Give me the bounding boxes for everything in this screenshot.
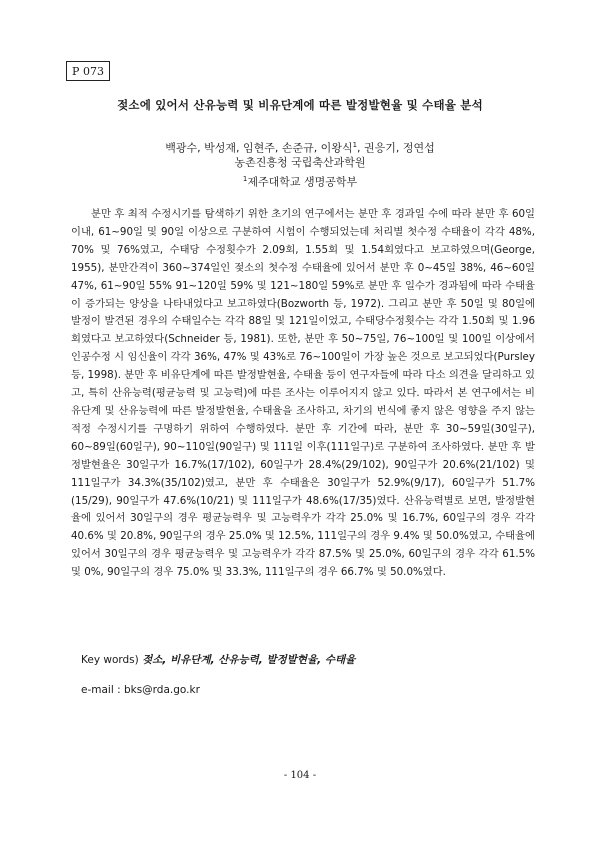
abstract-code: P 073 [66, 61, 110, 81]
email-line: e-mail : bks@rda.go.kr [81, 684, 200, 696]
keywords-terms: 젖소, 비유단계, 산유능력, 발정발현율, 수태율 [142, 654, 356, 666]
keywords [81, 652, 355, 667]
abstract-body [71, 206, 535, 582]
abstract-paragraph: 분만 후 최적 수정시기를 탐색하기 위한 초기의 연구에서는 분만 후 경과일 수에 따라 분만 후 60일 이내, 61~90일 및 90일 이상으로 구분하여 시험이 수행되었는데 처리별 첫수정 수태율이 각각 48%, 70% 및 76%였고, 수태당 수정횟수가 2.09회, 1.55회 및 1.54회였다고 보고하였으며(George, 1955), 분만간격이 360~374일인 젖소의 첫수정 수태율에 있어서 분만 후 0~45일 38%, 46~60일 47%, 61~90일 55% 91~120일 59% 및 121~180일 59%로 분만 후 일수가 경과됨에 따라 수태율이 증가되는 양상을 나타내었다고 보고하였다(Bozworth 등, 1972). 그리고 분만 후 50일 및 80일에 발정이 발견된 경우의 수태일수는 각각 88일 및 121일이었고, 수태당수정횟수는 각각 1.50회 및 1.96회였다고 보고하였다(Schneider 등, 1981). 또한, 분만 후 50~75일, 76~100일 및 100일 이상에서 인공수정 시 임신율이 각각 36%, 47% 및 43%로 76~100일이 가장 높은 것으로 보고되었다(Pursley 등, 1998). 분만 후 비유단계에 따른 발정발현율, 수태율 등이 연구자들에 따라 다소 의견을 달리하고 있고, 특히 산유능력(평균능력 및 고능력)에 따른 조사는 이루어지지 않고 있다. 따라서 본 연구에서는 비유단계 및 산유능력에 따른 발정발현율, 수태율을 조사하고, 차기의 번식에 좋지 않은 영향을 주지 않는 적정 수정시기를 구명하기 위하여 수행하였다. 분만 후 기간에 따라, 분만 후 30~59일(30일구), 60~89일(60일구), 90~110일(90일구) 및 111일 이후(111일구)로 구분하여 조사하였다. 분만 후 발정발현율은 30일구가 16.7%(17/102), 60일구가 28.4%(29/102), 90일구가 20.6%(21/102) 및 111일구가 34.3%(35/102)였고, 분만 후 수태율은 30일구가 52.9%(9/17), 60일구가 51.7%(15/29), 90일구가 47.6%(10/21) 및 111일구가 48.6%(17/35)였다. 산유능력별로 보면, 발정발현율에 있어서 30일구의 경우 평균능력우 및 고능력우가 각각 25.0% 및 16.7%, 60일구의 경우 각각 40.6% 및 20.8%, 90일구의 경우 25.0% 및 12.5%, 111일구의 경우 9.4% 및 50.0%였고, 수태율에 있어서 30일구의 경우 평균능력우 및 고능력우가 각각 87.5% 및 25.0%, 60일구의 경우 각각 61.5% 및 0%, 90일구의 경우 75.0% 및 33.3%, 111일구의 경우 66.7% 및 50.0%였다. [71, 208, 535, 579]
keywords-label: Key words) [81, 654, 139, 666]
abstract-title: 젖소에 있어서 산유능력 및 비유단계에 따른 발정발현율 및 수태율 분석 [117, 98, 483, 112]
author-block [0, 137, 600, 188]
author-names: 백광수, 박성재, 임현주, 손준규, 이왕식$^1$, 권응기, 정연섭 [165, 141, 435, 155]
page-number: - 104 - [283, 770, 317, 781]
affiliation-2: $^1$제주대학교 생명공학부 [242, 175, 358, 189]
affiliation-1: 농촌진흥청 국립축산과학원 [234, 156, 366, 169]
